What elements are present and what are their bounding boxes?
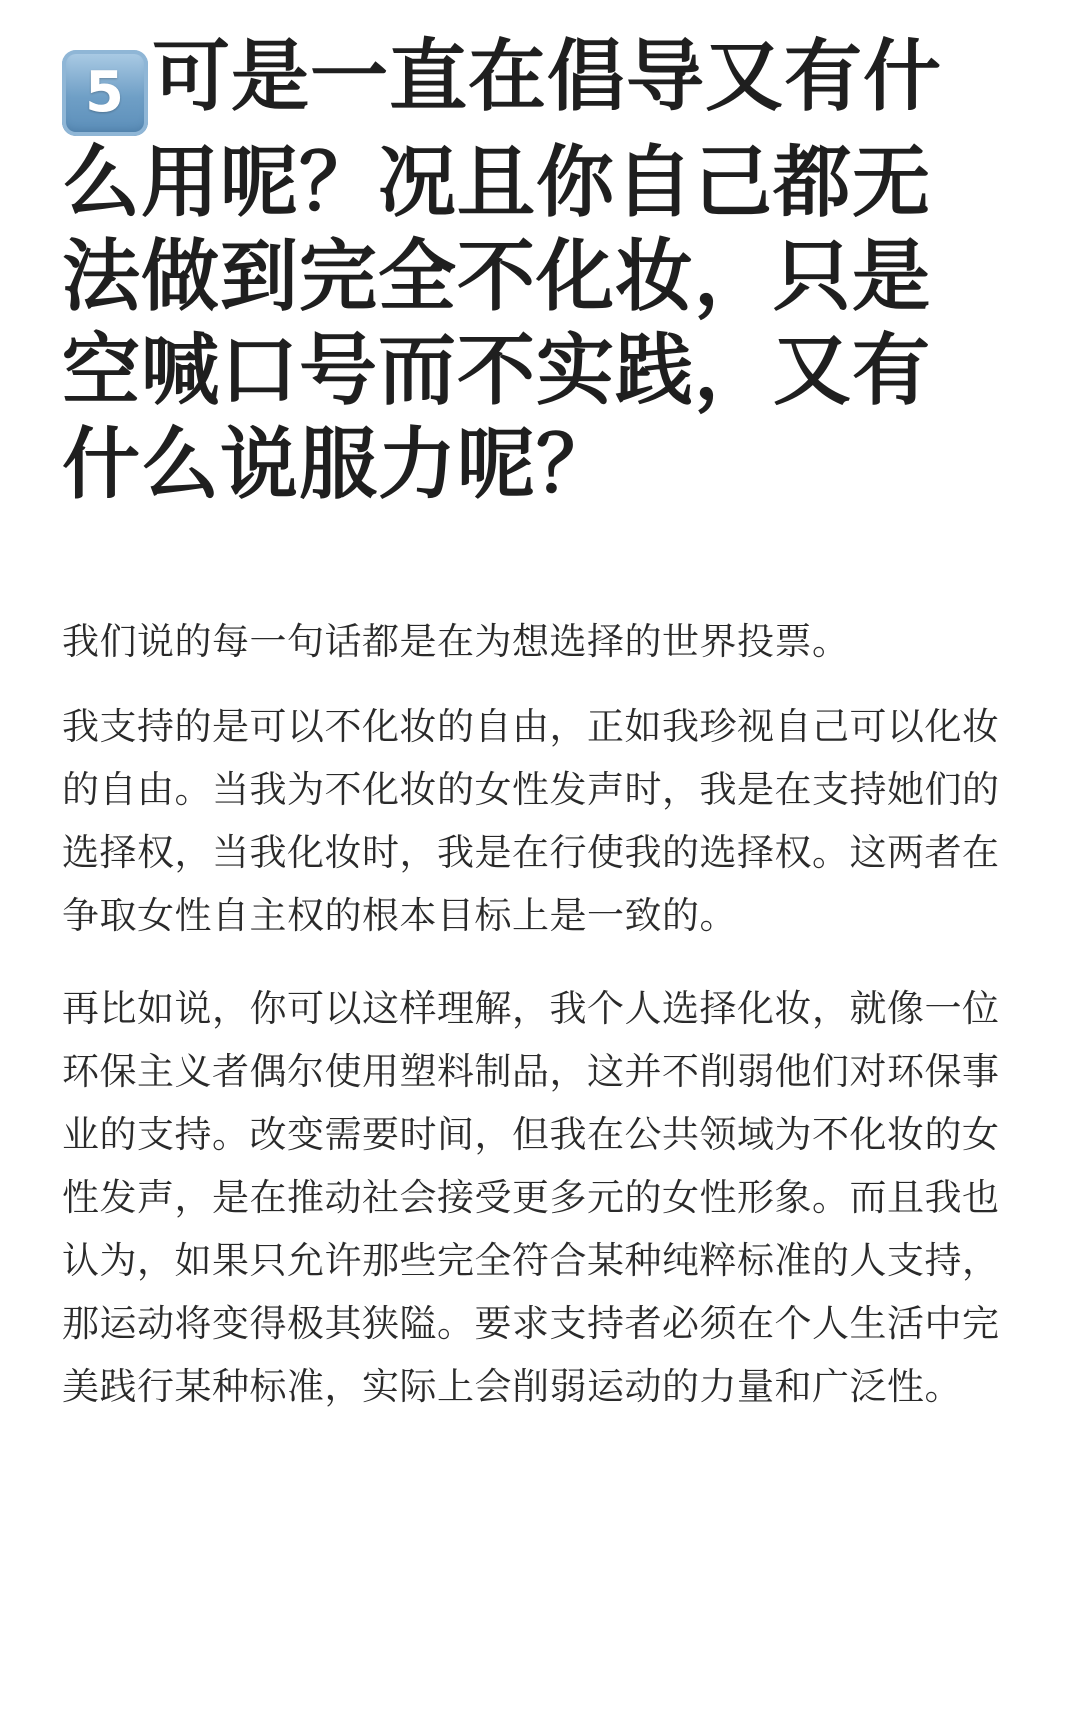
section-heading: [62, 30, 1005, 512]
paragraph: 再比如说，你可以这样理解，我个人选择化妆，就像一位环保主义者偶尔使用塑料制品，这并不削弱他们对环保事业的支持。改变需要时间，但我在公共领域为不化妆的女性发声，是在推动社会接受更多元的女性形象。而且我也认为，如果只允许那些完全符合某种纯粹标准的人支持，那运动将变得极其狭隘。要求支持者必须在个人生活中完美践行某种标准，实际上会削弱运动的力量和广泛性。: [62, 987, 1000, 1408]
paragraph: 我支持的是可以不化妆的自由，正如我珍视自己可以化妆的自由。当我为不化妆的女性发声时，我是在支持她们的选择权，当我化妆时，我是在行使我的选择权。这两者在争取女性自主权的根本目标上是一致的。: [62, 705, 1000, 937]
paragraph: 我们说的每一句话都是在为想选择的世界投票。: [62, 620, 850, 663]
article-body: [62, 610, 1005, 1418]
heading-text: 可是一直在倡导又有什么用呢？况且你自己都无法做到完全不化妆，只是空喊口号而不实践，又有什么说服力呢？: [62, 32, 943, 510]
keycap-digit-five-icon: 5: [62, 50, 148, 136]
